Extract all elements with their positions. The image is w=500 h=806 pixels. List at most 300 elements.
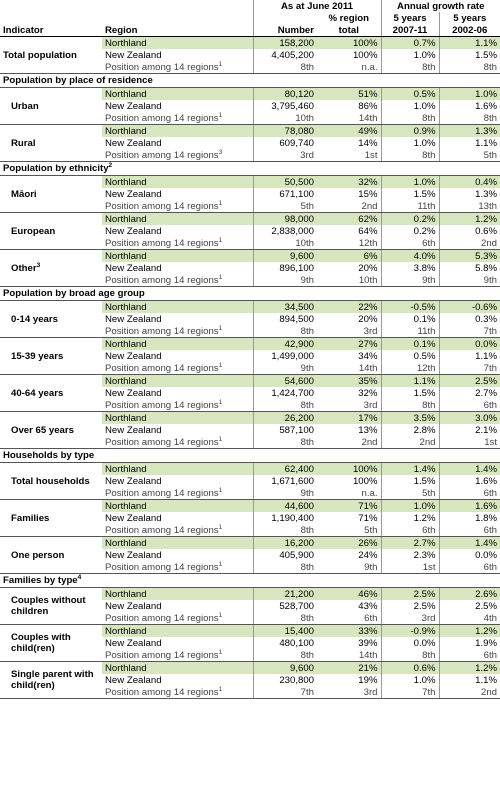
region-cell: Northland	[102, 338, 253, 351]
region-cell: New Zealand	[105, 313, 162, 325]
pct-cell: 12th	[317, 237, 381, 250]
growth-2007-11-cell: -0.5%	[381, 301, 439, 314]
indicator-name: Over 65 years	[0, 412, 102, 449]
pct-cell: 26%	[317, 537, 381, 550]
indicator-name: European	[0, 213, 102, 250]
section-title-row	[0, 449, 500, 463]
region-cell: Position among 14 regions$^1$	[102, 612, 253, 625]
number-cell: 98,000	[253, 213, 317, 226]
growth-2002-06-cell: 1.0%	[439, 88, 500, 101]
region-cell: New Zealand	[105, 49, 162, 61]
footnote-marker: 1	[218, 362, 223, 369]
number-cell: 480,100	[253, 637, 317, 649]
growth-2007-11-cell: 0.6%	[381, 662, 439, 675]
pct-cell: 6th	[317, 612, 381, 625]
growth-2002-06-cell: 3.0%	[439, 412, 500, 425]
pct-cell: 5th	[317, 524, 381, 537]
number-cell: 8th	[253, 561, 317, 574]
growth-2007-11-cell: 2nd	[381, 436, 439, 449]
region-cell: New Zealand	[105, 549, 162, 561]
growth-2002-06-cell: 5.3%	[439, 250, 500, 263]
indicator-name: Total households	[0, 463, 102, 500]
number-cell: 896,100	[253, 262, 317, 274]
number-cell: 8th	[253, 612, 317, 625]
section-title-row	[0, 574, 500, 588]
table-row	[0, 338, 500, 351]
footnote-marker: 1	[218, 274, 223, 281]
g1-header-line1: 5 years	[381, 12, 439, 24]
footnote-marker: 3	[218, 149, 223, 156]
growth-2002-06-cell: 1.4%	[439, 463, 500, 476]
region-cell: Northland	[102, 662, 253, 675]
growth-2002-06-cell: 1.1%	[439, 137, 500, 149]
number-cell: 8th	[253, 436, 317, 449]
g1-header-line2: 2007-11	[381, 24, 439, 37]
region-cell: Northland	[102, 625, 253, 638]
section-title-row	[0, 287, 500, 301]
pct-cell: 21%	[317, 662, 381, 675]
pct-cell: 71%	[358, 512, 378, 524]
footnote-marker: 1	[218, 200, 223, 207]
growth-2007-11-cell: 1.0%	[381, 137, 439, 149]
growth-2007-11-cell: 2.3%	[381, 549, 439, 561]
growth-2002-06-cell: 1.1%	[439, 674, 500, 686]
region-cell: Northland	[102, 125, 253, 138]
growth-2002-06-cell: 2nd	[439, 237, 500, 250]
footnote-marker: 4	[77, 574, 82, 581]
growth-2007-11-cell: 7th	[381, 686, 439, 699]
region-cell: Northland	[102, 500, 253, 513]
growth-2007-11-cell: 0.2%	[381, 225, 439, 237]
table-row	[0, 37, 500, 50]
growth-2002-06-cell: 1.3%	[439, 125, 500, 138]
growth-2002-06-cell: 0.6%	[439, 225, 500, 237]
pct-cell: 100%	[317, 37, 381, 50]
indicator-name: Couples without children	[0, 588, 102, 625]
pct-cell: 33%	[317, 625, 381, 638]
pct-cell: 86%	[358, 100, 378, 112]
pct-cell: 9th	[317, 561, 381, 574]
growth-2002-06-cell: 1.6%	[439, 100, 500, 112]
pct-cell: 13%	[358, 424, 378, 436]
pct-cell: 3rd	[317, 686, 381, 699]
growth-2002-06-cell: 1.8%	[439, 512, 500, 524]
table-row	[0, 88, 500, 101]
number-cell: 1,424,700	[253, 387, 317, 399]
indicator-name: 15-39 years	[0, 338, 102, 375]
region-cell: New Zealand	[105, 424, 162, 436]
growth-2002-06-cell: 1.6%	[439, 500, 500, 513]
number-cell: 9th	[253, 487, 317, 500]
pct-cell: 49%	[317, 125, 381, 138]
pct-cell: 2nd	[317, 200, 381, 213]
table-row	[0, 250, 500, 263]
region-cell: Position among 14 regions$^1$	[102, 399, 253, 412]
growth-2007-11-cell: 1.0%	[381, 500, 439, 513]
table-body	[0, 37, 500, 699]
footnote-marker: 1	[218, 325, 223, 332]
growth-2002-06-cell: 6th	[439, 561, 500, 574]
growth-2002-06-cell: 1.9%	[439, 637, 500, 649]
region-cell: Northland	[102, 463, 253, 476]
growth-2002-06-cell: 2.1%	[439, 424, 500, 436]
number-cell: 405,900	[253, 549, 317, 561]
indicator-name: Rural	[0, 125, 102, 162]
number-cell: 62,400	[253, 463, 317, 476]
number-cell: 8th	[253, 399, 317, 412]
growth-2002-06-cell: 1.3%	[439, 188, 500, 200]
footnote-marker: 3	[36, 261, 41, 269]
region-cell: Position among 14 regions$^1$	[102, 487, 253, 500]
region-cell: Northland	[102, 176, 253, 189]
growth-2007-11-cell: 5th	[381, 487, 439, 500]
growth-2002-06-cell: 2.5%	[439, 600, 500, 612]
region-cell: Position among 14 regions$^1$	[102, 686, 253, 699]
section-title-row	[0, 74, 500, 88]
indicator-name: One person	[0, 537, 102, 574]
pct-header-line1: % region	[328, 12, 369, 24]
growth-2002-06-cell: 1.1%	[439, 350, 500, 362]
region-cell: Position among 14 regions$^1$	[102, 524, 253, 537]
growth-2007-11-cell: 1.0%	[381, 176, 439, 189]
number-cell: 587,100	[253, 424, 317, 436]
pct-cell: 64%	[358, 225, 378, 237]
footnote-marker: 1	[218, 612, 223, 619]
section-title: Population by ethnicity$^2$	[0, 162, 500, 176]
number-cell: 9th	[253, 362, 317, 375]
number-cell: 16,200	[253, 537, 317, 550]
growth-2002-06-cell: 7th	[439, 362, 500, 375]
number-cell: 230,800	[253, 674, 317, 686]
pct-cell: 19%	[358, 674, 378, 686]
growth-2007-11-cell: 0.2%	[381, 213, 439, 226]
table-row	[0, 625, 500, 638]
number-cell: 44,600	[253, 500, 317, 513]
region-cell: New Zealand	[105, 475, 162, 487]
number-cell: 609,740	[253, 137, 317, 149]
growth-2002-06-cell: 0.0%	[439, 549, 500, 561]
pct-cell: 14th	[317, 649, 381, 662]
region-cell: New Zealand	[105, 637, 162, 649]
growth-2002-06-cell: 0.0%	[439, 338, 500, 351]
as-at-header: As at June 2011	[253, 0, 381, 12]
growth-2002-06-cell: 7th	[439, 325, 500, 338]
growth-2007-11-cell: 1.5%	[381, 188, 439, 200]
number-cell: 528,700	[253, 600, 317, 612]
growth-2002-06-cell: 1.2%	[439, 213, 500, 226]
growth-2007-11-cell: 2.7%	[381, 537, 439, 550]
g2-header-line2: 2002-06	[439, 24, 500, 37]
indicator-name: Other$^3$	[0, 250, 102, 287]
region-cell: Northland	[102, 213, 253, 226]
section-title: Population by place of residence	[0, 74, 500, 88]
table-row	[0, 463, 500, 476]
region-cell: Northland	[102, 88, 253, 101]
number-cell: 10th	[253, 237, 317, 250]
growth-2007-11-cell: 4.0%	[381, 250, 439, 263]
number-cell: 9,600	[253, 250, 317, 263]
region-cell: Position among 14 regions$^1$	[102, 325, 253, 338]
number-cell: 158,200	[253, 37, 317, 50]
growth-2002-06-cell: 8th	[439, 61, 500, 74]
region-cell: New Zealand	[105, 674, 162, 686]
pct-cell: 100%	[317, 463, 381, 476]
number-cell: 2,838,000	[253, 225, 317, 237]
number-cell: 78,080	[253, 125, 317, 138]
pct-cell: 51%	[317, 88, 381, 101]
growth-2002-06-cell: 0.4%	[439, 176, 500, 189]
growth-2007-11-cell: 11th	[381, 200, 439, 213]
growth-2002-06-cell: 6th	[439, 487, 500, 500]
pct-cell: 100%	[352, 49, 378, 61]
growth-2007-11-cell: 2.5%	[381, 600, 439, 612]
pct-cell: 43%	[358, 600, 378, 612]
footnote-marker: 1	[218, 487, 223, 494]
pct-cell: 3rd	[317, 325, 381, 338]
pct-cell: 22%	[317, 301, 381, 314]
footnote-marker: 1	[218, 436, 223, 443]
growth-2007-11-cell: -0.9%	[381, 625, 439, 638]
section-title: Households by type	[0, 449, 500, 463]
pct-cell: 62%	[317, 213, 381, 226]
number-cell: 50,500	[253, 176, 317, 189]
growth-2007-11-cell: 1.4%	[381, 463, 439, 476]
footnote-marker: 1	[218, 61, 223, 68]
growth-2002-06-cell: 6th	[439, 524, 500, 537]
region-cell: Position among 14 regions$^1$	[102, 274, 253, 287]
pct-cell: 100%	[352, 475, 378, 487]
number-cell: 3rd	[253, 149, 317, 162]
pct-cell: 34%	[358, 350, 378, 362]
table-row	[0, 537, 500, 550]
growth-2002-06-cell: 13th	[439, 200, 500, 213]
region-cell: New Zealand	[105, 600, 162, 612]
number-cell: 4,405,200	[253, 49, 317, 61]
section-title: Population by broad age group	[0, 287, 500, 301]
growth-2002-06-cell: 1.2%	[439, 625, 500, 638]
growth-2002-06-cell: 1.4%	[439, 537, 500, 550]
pct-cell: 14th	[317, 362, 381, 375]
pct-cell: 14%	[358, 137, 378, 149]
pct-cell: 17%	[317, 412, 381, 425]
growth-2007-11-cell: 8th	[381, 399, 439, 412]
pct-cell: 24%	[358, 549, 378, 561]
growth-2002-06-cell: 9th	[439, 274, 500, 287]
table-header	[0, 0, 500, 37]
pct-cell: 1st	[317, 149, 381, 162]
pct-cell: 14th	[317, 112, 381, 125]
growth-2007-11-cell: 0.9%	[381, 125, 439, 138]
region-cell: New Zealand	[105, 262, 162, 274]
growth-2002-06-cell: 1.2%	[439, 662, 500, 675]
region-cell: Position among 14 regions$^1$	[102, 112, 253, 125]
region-cell: New Zealand	[105, 512, 162, 524]
number-cell: 15,400	[253, 625, 317, 638]
footnote-marker: 1	[218, 524, 223, 531]
growth-2002-06-cell: 2nd	[439, 686, 500, 699]
pct-cell: n.a.	[317, 61, 381, 74]
growth-2007-11-cell: 1.1%	[381, 375, 439, 388]
table-row	[0, 588, 500, 601]
pct-cell: 15%	[358, 188, 378, 200]
region-cell: Position among 14 regions$^1$	[102, 436, 253, 449]
growth-2007-11-cell: 8th	[381, 112, 439, 125]
growth-2007-11-cell: 1.0%	[381, 674, 439, 686]
pct-cell: 6%	[317, 250, 381, 263]
table-row	[0, 176, 500, 189]
region-cell: New Zealand	[105, 137, 162, 149]
region-cell: Northland	[102, 588, 253, 601]
footnote-marker: 1	[218, 649, 223, 656]
table-row	[0, 412, 500, 425]
region-cell: Northland	[102, 537, 253, 550]
growth-2007-11-cell: 1.2%	[381, 512, 439, 524]
pct-cell: n.a.	[317, 487, 381, 500]
growth-2002-06-cell: 1.1%	[439, 37, 500, 50]
indicator-header: Indicator	[0, 24, 102, 37]
growth-2007-11-cell: 1.5%	[381, 475, 439, 487]
number-cell: 80,120	[253, 88, 317, 101]
number-cell: 8th	[253, 61, 317, 74]
growth-2002-06-cell: 2.7%	[439, 387, 500, 399]
growth-2002-06-cell: 1.5%	[439, 49, 500, 61]
region-cell: New Zealand	[105, 100, 162, 112]
growth-2007-11-cell: 3.8%	[381, 262, 439, 274]
number-cell: 8th	[253, 325, 317, 338]
growth-2002-06-cell: 5th	[439, 149, 500, 162]
indicator-name: Urban	[0, 88, 102, 125]
number-cell: 8th	[253, 524, 317, 537]
number-cell: 5th	[253, 200, 317, 213]
growth-2002-06-cell: 6th	[439, 649, 500, 662]
region-cell: New Zealand	[105, 225, 162, 237]
growth-2007-11-cell: 6th	[381, 524, 439, 537]
growth-2007-11-cell: 11th	[381, 325, 439, 338]
region-cell: New Zealand	[105, 350, 162, 362]
number-cell: 7th	[253, 686, 317, 699]
growth-2002-06-cell: 8th	[439, 112, 500, 125]
region-cell: Position among 14 regions$^1$	[102, 649, 253, 662]
growth-2007-11-cell: 0.0%	[381, 637, 439, 649]
growth-2007-11-cell: 0.5%	[381, 350, 439, 362]
g2-header-line1: 5 years	[439, 12, 500, 24]
number-cell: 9,600	[253, 662, 317, 675]
indicator-name: Single parent with child(ren)	[0, 662, 102, 699]
growth-2002-06-cell: 4th	[439, 612, 500, 625]
number-cell: 26,200	[253, 412, 317, 425]
number-cell: 9th	[253, 274, 317, 287]
growth-2007-11-cell: 8th	[381, 149, 439, 162]
growth-2007-11-cell: 1st	[381, 561, 439, 574]
pct-cell: 71%	[317, 500, 381, 513]
pct-cell: 3rd	[317, 399, 381, 412]
growth-2007-11-cell: 0.1%	[381, 338, 439, 351]
growth-2007-11-cell: 6th	[381, 237, 439, 250]
growth-2007-11-cell: 2.5%	[381, 588, 439, 601]
growth-header: Annual growth rate	[381, 0, 500, 12]
table-row	[0, 301, 500, 314]
growth-2007-11-cell: 3.5%	[381, 412, 439, 425]
number-cell: 1,499,000	[253, 350, 317, 362]
region-cell: Northland	[102, 412, 253, 425]
table-row	[0, 500, 500, 513]
growth-2002-06-cell: 2.6%	[439, 588, 500, 601]
indicator-name: 40-64 years	[0, 375, 102, 412]
region-cell: Position among 14 regions$^3$	[102, 149, 253, 162]
region-header: Region	[102, 24, 253, 37]
number-cell: 34,500	[253, 301, 317, 314]
number-cell: 42,900	[253, 338, 317, 351]
number-cell: 10th	[253, 112, 317, 125]
footnote-marker: 1	[218, 561, 223, 568]
region-cell: Position among 14 regions$^1$	[102, 61, 253, 74]
pct-cell: 20%	[358, 262, 378, 274]
growth-2007-11-cell: 1.0%	[381, 49, 439, 61]
pct-cell: 10th	[317, 274, 381, 287]
growth-2007-11-cell: 2.8%	[381, 424, 439, 436]
table-row	[0, 125, 500, 138]
region-cell: Position among 14 regions$^1$	[102, 362, 253, 375]
number-cell: 894,500	[253, 313, 317, 325]
table-row	[0, 213, 500, 226]
region-cell: Northland	[102, 301, 253, 314]
growth-2002-06-cell: 5.8%	[439, 262, 500, 274]
growth-2002-06-cell: 1st	[439, 436, 500, 449]
indicator-name: Families	[0, 500, 102, 537]
growth-2007-11-cell: 0.1%	[381, 313, 439, 325]
section-title: Families by type$^4$	[0, 574, 500, 588]
region-cell: Northland	[102, 37, 253, 50]
growth-2007-11-cell: 1.5%	[381, 387, 439, 399]
indicator-name: 0-14 years	[0, 301, 102, 338]
number-header: Number	[253, 24, 317, 37]
region-cell: New Zealand	[105, 188, 162, 200]
pct-cell: 32%	[358, 387, 378, 399]
pct-cell: 2nd	[317, 436, 381, 449]
section-title-row	[0, 162, 500, 176]
region-cell: Position among 14 regions$^1$	[102, 200, 253, 213]
region-cell: Position among 14 regions$^1$	[102, 561, 253, 574]
growth-2007-11-cell: 8th	[381, 649, 439, 662]
table-row	[0, 375, 500, 388]
growth-2007-11-cell: 3rd	[381, 612, 439, 625]
region-cell: Northland	[102, 375, 253, 388]
pct-cell: 35%	[317, 375, 381, 388]
number-cell: 21,200	[253, 588, 317, 601]
growth-2007-11-cell: 0.7%	[381, 37, 439, 50]
growth-2002-06-cell: 6th	[439, 399, 500, 412]
pct-header-line2: total	[317, 24, 381, 37]
pct-cell: 32%	[317, 176, 381, 189]
pct-cell: 46%	[317, 588, 381, 601]
growth-2007-11-cell: 9th	[381, 274, 439, 287]
growth-2007-11-cell: 1.0%	[381, 100, 439, 112]
number-cell: 671,100	[253, 188, 317, 200]
region-cell: Northland	[102, 250, 253, 263]
number-cell: 8th	[253, 649, 317, 662]
growth-2007-11-cell: 8th	[381, 61, 439, 74]
growth-2002-06-cell: 0.3%	[439, 313, 500, 325]
footnote-marker: 1	[218, 686, 223, 693]
region-cell: Position among 14 regions$^1$	[102, 237, 253, 250]
growth-2002-06-cell: -0.6%	[439, 301, 500, 314]
number-cell: 1,671,600	[253, 475, 317, 487]
growth-2007-11-cell: 0.5%	[381, 88, 439, 101]
pct-cell: 39%	[358, 637, 378, 649]
footnote-marker: 1	[218, 237, 223, 244]
footnote-marker: 1	[218, 399, 223, 406]
footnote-marker: 1	[218, 112, 223, 119]
